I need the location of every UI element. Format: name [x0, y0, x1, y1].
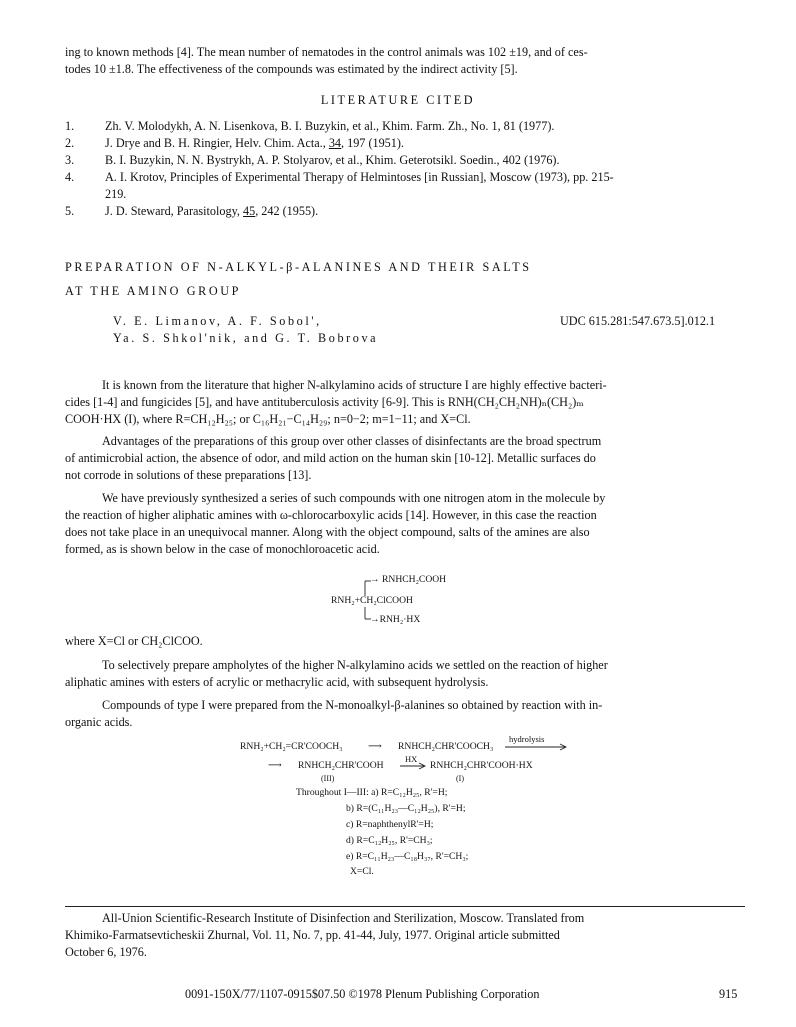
scheme-reactants: RNH₂+CH₂=CR'COOCH₃ — [240, 741, 343, 752]
substituent-line: d) R=C₁₂H₂₅, R'=CH₃; — [346, 835, 433, 846]
reaction-arrow: ⟶ — [268, 760, 282, 771]
reference-text — [105, 135, 745, 152]
reference-number: 2. — [65, 136, 75, 150]
text-line: of antimicrobial action, the absence of odor, and mild action on the human skin [10-12]. Metallic surfaces do — [65, 451, 596, 465]
hydrolysis-label: hydrolysis — [509, 734, 545, 744]
reference-text: Zh. V. Molodykh, A. N. Lisenkova, B. I. Buzykin, et al., Khim. Farm. Zh., No. 1, 81 (1977). — [105, 119, 555, 133]
substituent-line: Throughout I—III: a) R=C₁₂H₂₅, R'=H; — [296, 787, 448, 798]
text-line: It is known from the literature that higher N-alkylamino acids of structure I are highly effective bacteri- — [102, 378, 607, 392]
scheme-salt-product: RNHCH₂CHR'COOH·HX — [430, 760, 533, 771]
reference-post: , 197 (1951). — [341, 136, 404, 150]
text-line: October 6, 1976. — [65, 945, 147, 959]
reference-pre: J. Drye and B. H. Ringier, Helv. Chim. Acta., — [105, 136, 329, 150]
reference-volume: 34 — [328, 136, 342, 150]
copyright-line: 0091-150X/77/1107-0915$07.50 ©1978 Plenum Publishing Corporation — [185, 987, 540, 1001]
scheme-acid-product: RNHCH₂CHR'COOH — [298, 760, 384, 771]
authors-line: Ya. S. Shkol'nik, and G. T. Bobrova — [113, 331, 379, 345]
reference-volume: 45 — [243, 204, 256, 218]
text-line: Compounds of type I were prepared from the N-monoalkyl-β-alanines so obtained by reaction with in- — [102, 698, 603, 712]
reference-number: 3. — [65, 153, 75, 167]
body-paragraph — [65, 697, 745, 731]
reference-text — [105, 203, 745, 220]
reaction-arrow: ⟶ — [368, 741, 382, 752]
text-line: Advantages of the preparations of this group over other classes of disinfectants are the broad spectrum — [102, 434, 602, 448]
udc-number: UDC 615.281:547.673.5].012.1 — [560, 314, 716, 328]
hx-arrow-icon — [400, 761, 428, 771]
body-paragraph — [65, 377, 745, 428]
footnote-divider — [65, 906, 745, 907]
scheme-ester-product: RNHCH₂CHR'COOCH₃ — [398, 741, 494, 752]
branch-bracket-icon — [360, 578, 374, 624]
scheme-reactants: RNH₂+CH₂ClCOOH — [331, 595, 413, 606]
compound-label: (III) — [321, 774, 335, 783]
page-number: 915 — [719, 987, 738, 1001]
reference-number: 4. — [65, 170, 75, 184]
reference-text: B. I. Buzykin, N. N. Bystrykh, A. P. Stolyarov, et al., Khim. Geterotsikl. Soedin., 402 (1976). — [105, 153, 560, 167]
substituent-line: b) R=(C₁₁H₂₃—C₁₂H₂₅), R'=H; — [346, 803, 466, 814]
text-line: Khimiko-Farmatsevticheskii Zhurnal, Vol. 11, No. 7, pp. 41-44, July, 1977. Original article submitted — [65, 928, 560, 942]
reference-number: 5. — [65, 204, 75, 218]
body-paragraph — [65, 490, 745, 558]
substituent-line: e) R=C₁₁H₂₃—C₁₈H₃₇, R'=CH₃; — [346, 851, 469, 862]
text-line: organic acids. — [65, 715, 133, 729]
intro-paragraph — [65, 44, 745, 78]
scheme-product-bottom: →RNH₂·HX — [370, 614, 421, 625]
reference-post: , 242 (1955). — [255, 204, 319, 218]
article-title-line: PREPARATION OF N-ALKYL-β-ALANINES AND THEIR SALTS — [65, 260, 532, 274]
hx-label: HX — [405, 754, 418, 764]
text-line: cides [1-4] and fungicides [5], and have antituberculosis activity [6-9]. This is RNH(CH₂CH₂NH)ₙ(CH₂)ₘ — [65, 395, 584, 409]
substituent-line: X=Cl. — [350, 866, 374, 877]
reference-line: 219. — [105, 187, 127, 201]
reference-pre: J. D. Steward, Parasitology, — [105, 204, 243, 218]
intro-line: ing to known methods [4]. The mean number of nematodes in the control animals was 102 ±19, and of ces- — [65, 45, 588, 59]
intro-line: todes 10 ±1.8. The effectiveness of the compounds was estimated by the indirect activity [5]. — [65, 62, 518, 76]
text-line: To selectively prepare ampholytes of the higher N-alkylamino acids we settled on the reaction of higher — [102, 658, 608, 672]
authors-line: V. E. Limanov, A. F. Sobol', — [113, 314, 322, 328]
scheme-product-top: → RNHCH₂COOH — [370, 574, 447, 585]
body-paragraph — [65, 433, 745, 484]
text-line: formed, as is shown below in the case of monochloroacetic acid. — [65, 542, 380, 556]
footnote — [65, 910, 745, 961]
text-line: not corrode in solutions of these preparations [13]. — [65, 468, 312, 482]
substituent-line: c) R=naphthenylR'=H; — [346, 819, 434, 830]
reference-number: 1. — [65, 119, 75, 133]
text-line: aliphatic amines with esters of acrylic or methacrylic acid, with subsequent hydrolysis. — [65, 675, 489, 689]
literature-heading: LITERATURE CITED — [320, 93, 476, 107]
text-line: We have previously synthesized a series of such compounds with one nitrogen atom in the molecule by — [102, 491, 606, 505]
reference-text — [105, 169, 745, 203]
text-line: does not take place in an unequivocal manner. Along with the object compound, salts of the amines are also — [65, 525, 590, 539]
body-paragraph — [65, 657, 745, 691]
text-line: the reaction of higher aliphatic amines with ω-chlorocarboxylic acids [14]. However, in this case the reaction — [65, 508, 597, 522]
reference-line: A. I. Krotov, Principles of Experimental Therapy of Helmintoses [in Russian], Moscow (1973), pp. 215- — [105, 170, 614, 184]
where-clause: where X=Cl or CH₂ClCOO. — [65, 634, 203, 648]
hydrolysis-arrow-icon — [505, 742, 571, 752]
text-line: All-Union Scientific-Research Institute of Disinfection and Sterilization, Moscow. Translated from — [102, 911, 585, 925]
article-title-line: AT THE AMINO GROUP — [65, 284, 242, 298]
compound-label: (I) — [456, 774, 464, 783]
text-line: COOH·HX (I), where R=CH₁₂H₂₅; or C₁₆H₂₁−C₁₄H₂₉; n=0−2; m=1−11; and X=Cl. — [65, 412, 471, 426]
